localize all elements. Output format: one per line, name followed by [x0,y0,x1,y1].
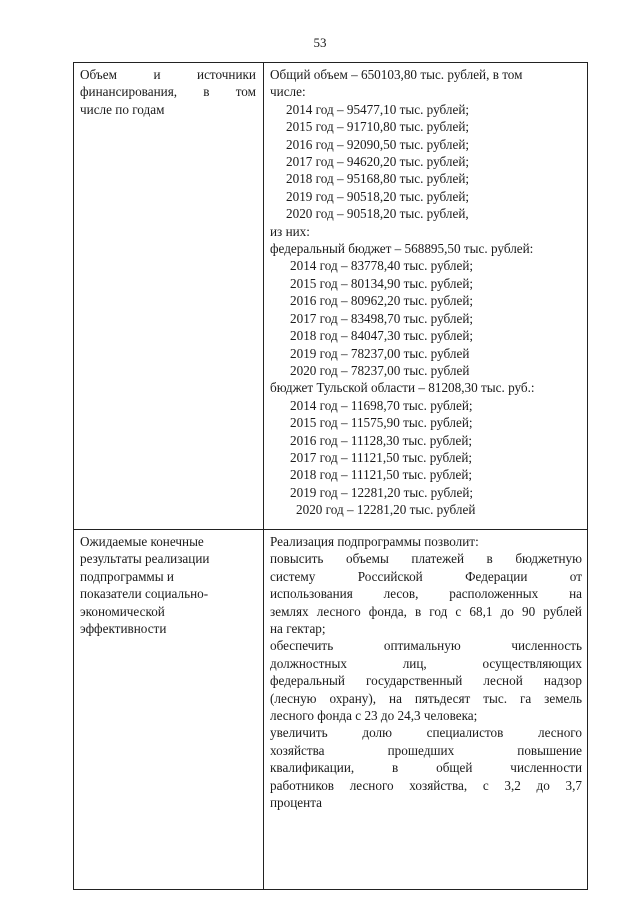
result-text-line: квалификации, в общей численности [270,760,582,776]
result-text-line: повысить объемы платежей в бюджетную [270,551,582,567]
federal-year-line: 2017 год – 83498,70 тыс. рублей; [290,310,474,326]
year-amount-line: 2014 год – 95477,10 тыс. рублей; [286,101,470,117]
result-text-line: увеличить долю специалистов лесного [270,725,582,741]
results-label-line: экономической [80,603,165,619]
total-volume-line: числе: [270,84,306,100]
year-amount-line: 2017 год – 94620,20 тыс. рублей; [286,154,470,170]
results-label-cell [80,533,256,637]
funding-label-line: числе по годам [80,101,165,117]
regional-year-line: 2017 год – 11121,50 тыс. рублей; [290,449,473,465]
federal-year-line: 2019 год – 78237,00 тыс. рублей [290,345,470,361]
regional-budget-title: бюджет Тульской области – 81208,30 тыс. руб.: [270,380,535,396]
regional-year-line: 2019 год – 12281,20 тыс. рублей; [290,484,474,500]
result-text-line: (лесную охрану), на пятьдесят тыс. га земель [270,690,582,706]
result-text-line: работников лесного хозяйства, с 3,2 до 3,7 [270,777,582,793]
federal-year-line: 2016 год – 80962,20 тыс. рублей; [290,293,474,309]
results-intro: Реализация подпрограммы позволит: [270,534,479,549]
result-text-line: хозяйства прошедших повышение [270,742,582,758]
results-label-line: результаты реализации [80,551,210,567]
result-text-line: систему Российской Федерации от [270,568,582,584]
result-text-line: использования лесов, расположенных на [270,586,582,602]
year-amount-line: 2020 год – 90518,20 тыс. рублей, [286,206,469,222]
result-text-line: процента [270,795,322,811]
results-label-line: показатели социально- [80,586,209,602]
year-amount-line: 2015 год – 91710,80 тыс. рублей; [286,119,470,135]
federal-budget-title: федеральный бюджет – 568895,50 тыс. рублей: [270,241,534,257]
total-volume-line: Общий объем – 650103,80 тыс. рублей, в том [270,67,523,82]
result-text-line: федеральный государственный лесной надзор [270,673,582,689]
result-text-line: обеспечить оптимальную численность [270,638,582,654]
funding-label-cell [80,66,256,118]
results-label-line: подпрограммы и [80,568,174,584]
federal-year-line: 2018 год – 84047,30 тыс. рублей; [290,328,474,344]
result-text-line: должностных лиц, осуществляющих [270,655,582,671]
regional-year-line: 2016 год – 11128,30 тыс. рублей; [290,432,473,448]
results-value-cell [270,533,582,812]
page-number: 53 [313,35,327,50]
funding-label-line: финансирования, в том [80,84,256,100]
funding-label-line: Объем и источники [80,67,256,82]
results-label-line: Ожидаемые конечные [80,534,204,549]
regional-year-line: 2018 год – 11121,50 тыс. рублей; [290,467,473,483]
of-them-line: из них: [270,223,310,239]
year-amount-line: 2019 год – 90518,20 тыс. рублей; [286,188,470,204]
year-amount-line: 2016 год – 92090,50 тыс. рублей; [286,136,470,152]
regional-year-line: 2015 год – 11575,90 тыс. рублей; [290,415,473,431]
regional-year-line: 2020 год – 12281,20 тыс. рублей [296,502,476,518]
federal-year-line: 2020 год – 78237,00 тыс. рублей [290,362,470,378]
federal-year-line: 2014 год – 83778,40 тыс. рублей; [290,258,474,274]
funding-value-cell [270,66,582,519]
result-text-line: на гектар; [270,621,326,637]
year-amount-line: 2018 год – 95168,80 тыс. рублей; [286,171,470,187]
row-divider [74,529,587,530]
regional-year-line: 2014 год – 11698,70 тыс. рублей; [290,397,473,413]
results-label-line: эффективности [80,621,167,637]
passport-table [73,62,588,890]
result-text-line: землях лесного фонда, в год с 68,1 до 90 рублей [270,603,582,619]
column-divider [263,63,264,889]
federal-year-line: 2015 год – 80134,90 тыс. рублей; [290,275,474,291]
result-text-line: лесного фонда с 23 до 24,3 человека; [270,708,478,724]
